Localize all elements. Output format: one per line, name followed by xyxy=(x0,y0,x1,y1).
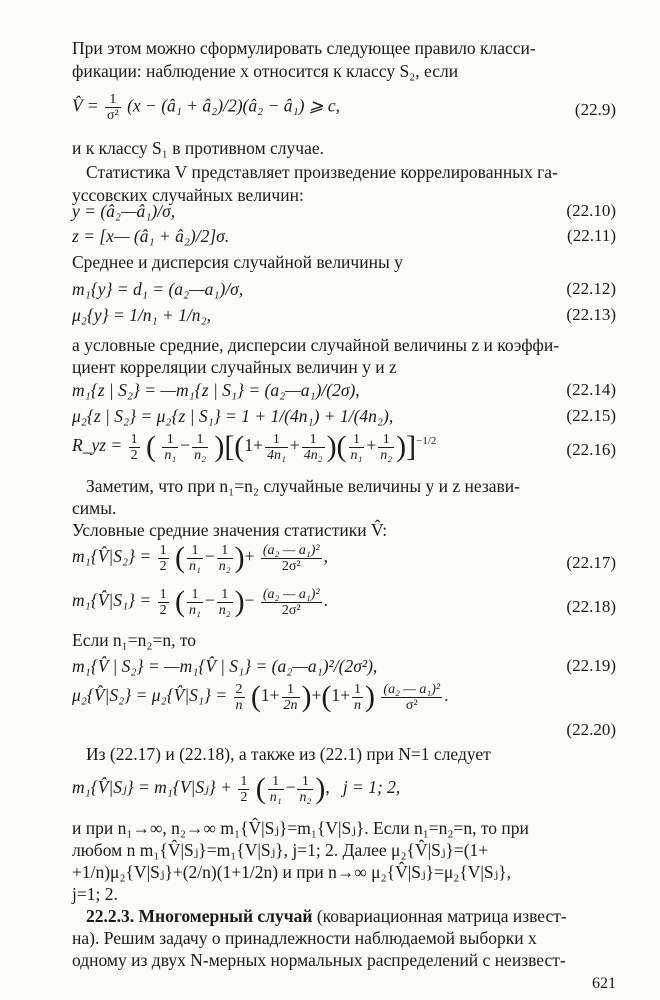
text-line: Условные средние значения статистики V̂: xyxy=(72,520,388,540)
denominator: 2 xyxy=(240,789,248,805)
fraction xyxy=(234,682,245,713)
numerator: 1 xyxy=(265,432,288,448)
denominator: n₁ xyxy=(164,447,177,463)
fraction xyxy=(158,543,169,574)
numerator: 1 xyxy=(162,432,178,448)
denominator: 2n xyxy=(283,697,298,713)
denominator: n₂ xyxy=(380,447,393,463)
equation-number: (22.12) xyxy=(566,279,616,298)
text-line: Из (22.17) и (22.18), а также из (22.1) при N=1 следует xyxy=(86,744,491,764)
numerator: 1 xyxy=(302,432,325,448)
fraction xyxy=(282,682,300,713)
numerator: 1 xyxy=(282,682,300,698)
numerator: 1 xyxy=(130,431,138,447)
denominator: 2σ² xyxy=(281,602,301,618)
equation-22-19: m₁{V̂ | S₂} = —m₁{V̂ | S₁} = (a₂—a₁)²/(2σ²), xyxy=(72,656,378,676)
equation-22-12: m₁{y} = d₁ = (a₂—a₁)/σ, xyxy=(72,279,244,299)
denominator: σ² xyxy=(405,697,418,713)
fraction xyxy=(265,432,288,463)
denominator: n xyxy=(235,697,243,713)
denominator: 4n₂ xyxy=(303,447,323,463)
fraction xyxy=(192,432,208,463)
equation-number: (22.11) xyxy=(567,226,616,245)
numerator: (a₂ — a₁)² xyxy=(262,542,320,558)
numerator: 1 xyxy=(187,587,203,603)
denominator: 2 xyxy=(130,447,138,463)
denominator: n₁ xyxy=(269,789,282,805)
section-heading: 22.2.3. Многомерный случай xyxy=(86,906,313,926)
denominator: n₂ xyxy=(218,558,231,574)
denominator: n₁ xyxy=(189,558,201,574)
eq-lhs: m₁{V̂|S₂} = xyxy=(72,546,152,567)
fraction xyxy=(352,682,363,713)
eq-lhs: m₁{V̂|S₁} = xyxy=(72,590,152,611)
text-line: Статистика V представляет произведение коррелированных га- xyxy=(86,162,558,182)
equation-number: (22.14) xyxy=(566,380,616,399)
fraction xyxy=(268,774,284,805)
text-line: +1/n)μ₂{V|Sⱼ}+(2/n)(1+1/2n) и при n→∞ μ₂{V̂|Sⱼ}=μ₂{V|Sⱼ}, xyxy=(72,862,511,882)
numerator: 2 xyxy=(235,681,243,697)
numerator: 1 xyxy=(349,432,365,448)
equation-number: (22.16) xyxy=(566,440,616,459)
text-line: симы. xyxy=(72,498,117,518)
text-line: Заметим, что при n₁=n₂ случайные величины y и z незави- xyxy=(86,476,520,496)
text-line: на). Решим задачу о принадлежности наблюдаемой выборки x xyxy=(72,928,537,948)
equation-22-11: z = [x— (â₁ + â₂)/2]σ. xyxy=(72,226,230,246)
numerator: 1 xyxy=(240,773,248,789)
fraction xyxy=(381,682,442,713)
eq-lhs: m₁{V̂|Sⱼ} = m₁{V|Sⱼ} + xyxy=(72,777,232,798)
numerator: 1 xyxy=(159,586,167,602)
denominator: 2 xyxy=(159,602,167,618)
equation-number: (22.10) xyxy=(566,201,616,220)
eq-lhs: R_yz = xyxy=(72,435,123,456)
exponent: −1/2 xyxy=(416,435,437,448)
numerator: (a₂ — a₁)² xyxy=(262,586,320,602)
text-line: и при n₁→∞, n₂→∞ m₁{V̂|Sⱼ}=m₁{V|Sⱼ}. Если n₁=n₂=n, то при xyxy=(72,818,529,838)
equation-22-13: μ₂{y} = 1/n₁ + 1/n₂, xyxy=(72,305,212,325)
numerator: 1 xyxy=(297,774,313,790)
text-line: Среднее и дисперсия случайной величины y xyxy=(72,252,403,272)
text-line: а условные средние, дисперсии случайной величины z и коэффи- xyxy=(72,335,560,355)
equation-22-9 xyxy=(72,92,340,123)
equation-number: (22.20) xyxy=(566,720,616,739)
equation-number: (22.15) xyxy=(566,406,616,425)
text-line: Если n₁=n₂=n, то xyxy=(72,630,197,650)
eq-tail: j = 1; 2, xyxy=(342,777,401,798)
text-line: и к классу S₁ в противном случае. xyxy=(72,138,324,158)
denominator: n xyxy=(354,697,362,713)
denominator: n₂ xyxy=(299,789,312,805)
denominator: 2σ² xyxy=(281,558,301,574)
numerator: 1 xyxy=(354,681,362,697)
fraction xyxy=(217,543,233,574)
equation-22-15: μ₂{z | S₂} = μ₂{z | S₁} = 1 + 1/(4n₁) + 1/(4n₂), xyxy=(72,406,394,426)
page-number: 621 xyxy=(592,975,616,992)
eq-lhs: V̂ = xyxy=(72,95,99,116)
fraction xyxy=(297,774,313,805)
numerator: 1 xyxy=(268,774,284,790)
equation-number: (22.17) xyxy=(566,553,616,572)
text-line: j=1; 2. xyxy=(72,884,118,904)
eq-body: (x − (â₁ + â₂)/2)(â₂ − â₁) ⩾ c, xyxy=(127,95,340,116)
denominator: n₂ xyxy=(218,602,231,618)
text-line: одному из двух N-мерных нормальных распределений с неизвест- xyxy=(72,950,566,970)
section-text: (ковариационная матрица извест- xyxy=(316,906,567,926)
fraction xyxy=(217,587,233,618)
numerator: (a₂ — a₁)² xyxy=(383,681,441,697)
equation-number: (22.9) xyxy=(574,100,616,119)
numerator: 1 xyxy=(105,92,121,108)
denominator: σ² xyxy=(106,108,119,123)
denominator: n₂ xyxy=(194,447,206,463)
equation-number: (22.19) xyxy=(566,656,616,675)
equation-mV-Sj: m₁{V̂|Sⱼ} = m₁{V|Sⱼ} + $\frac{1}{2}$ ( $\frac{1}{\text{n₁}}$ − $\frac{1}{\text{n₂}}$ ), j = 1; 2, xyxy=(72,772,401,805)
eq-lhs: μ₂{V̂|S₂} = μ₂{V̂|S₁} = xyxy=(72,685,228,706)
equation-22-18: m₁{V̂|S₁} = $\frac{1}{2}$ ( $\frac{1}{\text{n₁}}$ − $\frac{1}{\text{n₂}}$ )− $\frac{\text{(a₂ — a₁)²}}{\text{2σ²}}$ . xyxy=(72,585,328,618)
text-line: фикации: наблюдение x относится к классу S₂, если xyxy=(72,61,459,81)
text-line: циент корреляции случайных величин y и z xyxy=(72,357,397,377)
fraction xyxy=(238,774,249,805)
denominator: n₁ xyxy=(189,602,201,618)
equation-22-10: y = (â₂—â₁)/σ, xyxy=(72,201,176,221)
fraction xyxy=(378,432,394,463)
fraction xyxy=(261,543,322,574)
equation-number: (22.18) xyxy=(566,597,616,616)
denominator: n₁ xyxy=(350,447,363,463)
numerator: 1 xyxy=(217,587,233,603)
text-line: любом n m₁{V̂|Sⱼ}=m₁{V|Sⱼ}, j=1; 2. Далее μ₂{V̂|Sⱼ}=(1+ xyxy=(72,840,489,860)
fraction xyxy=(158,587,169,618)
denominator: 2 xyxy=(159,558,167,574)
numerator: 1 xyxy=(378,432,394,448)
fraction xyxy=(302,432,325,463)
fraction xyxy=(162,432,178,463)
fraction xyxy=(105,92,121,123)
equation-22-16: R_yz = $\frac{1}{2}$ ( $\frac{1}{\text{n₁}}$ − $\frac{1}{\text{n₂}}$ )[(1+ $\frac{1}{\text{4n₁}}$ + $\frac{1}{\text{4n₂}}$ )( $\frac{1}{\text{n₁}}$ + $\frac{1}{\text{n₂}}$ )]$^{-1/2}$ xyxy=(72,430,437,463)
equation-22-14: m₁{z | S₂} = —m₁{z | S₁} = (a₂—a₁)/(2σ), xyxy=(72,380,360,400)
fraction xyxy=(261,587,322,618)
denominator: 4n₁ xyxy=(266,447,286,463)
text-line: При этом можно сформулировать следующее правило класси- xyxy=(72,38,536,58)
text-line: уссовских случайных величин: xyxy=(72,185,304,205)
numerator: 1 xyxy=(192,432,208,448)
numerator: 1 xyxy=(217,543,233,559)
fraction xyxy=(187,543,203,574)
section-line xyxy=(86,906,567,926)
equation-22-17: m₁{V̂|S₂} = $\frac{1}{2}$ ( $\frac{1}{\text{n₁}}$ − $\frac{1}{\text{n₂}}$ )+ $\frac{\text{(a₂ — a₁)²}}{\text{2σ²}}$ , xyxy=(72,541,328,574)
equation-number: (22.13) xyxy=(566,305,616,324)
numerator: 1 xyxy=(187,543,203,559)
fraction xyxy=(129,432,140,463)
numerator: 1 xyxy=(159,542,167,558)
fraction xyxy=(349,432,365,463)
fraction xyxy=(187,587,203,618)
equation-22-20: μ₂{V̂|S₂} = μ₂{V̂|S₁} = $\frac{2}{n}$ (1+ $\frac{1}{2n}$ )+(1+ $\frac{1}{n}$ ) $\frac{\text{(a₂ — a₁)²}}{\text{σ²}}$ . xyxy=(72,680,449,713)
